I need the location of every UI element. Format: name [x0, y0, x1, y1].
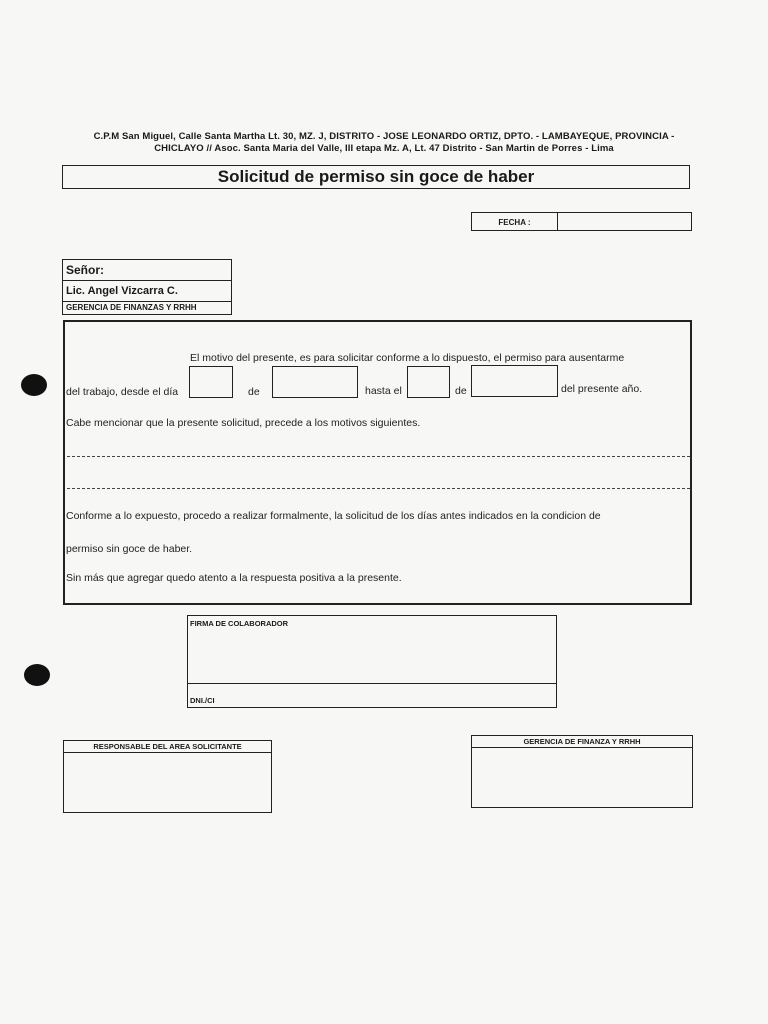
addressee-block: [62, 259, 232, 315]
intro-text: El motivo del presente, es para solicitar conforme a lo dispuesto, el permiso para ausentarme: [190, 352, 625, 364]
addressee-department: GERENCIA DE FINANZAS Y RRHH: [66, 303, 197, 312]
dni-divider: [188, 683, 556, 684]
from-day-label: del trabajo, desde el día: [66, 386, 179, 398]
until-day-input[interactable]: [407, 366, 450, 398]
until-label: hasta el: [365, 385, 402, 397]
conforme-line-1: Conforme a lo expuesto, procedo a realizar formalmente, la solicitud de los días antes indicados en la condicion de: [66, 510, 601, 522]
punch-hole-top: [21, 374, 47, 396]
header-address-line2: CHICLAYO // Asoc. Santa Maria del Valle, III etapa Mz. A, Lt. 47 Distrito - San Martin de Porres - Lima: [154, 143, 614, 154]
reason-line-1[interactable]: [67, 456, 690, 457]
dni-label: DNI./CI: [190, 696, 215, 705]
conforme-line-2: permiso sin goce de haber.: [66, 543, 193, 555]
finance-manager-label: GERENCIA DE FINANZA Y RRHH: [472, 736, 692, 748]
reasons-intro: Cabe mencionar que la presente solicitud, precede a los motivos siguientes.: [66, 417, 421, 429]
area-responsible-label: RESPONSABLE DEL AREA SOLICITANTE: [64, 741, 271, 753]
header-address-line1: C.P.M San Miguel, Calle Santa Martha Lt. 30, MZ. J, DISTRITO - JOSE LEONARDO ORTIZ, DPTO. - LAMBAYEQUE, PROVINCIA -: [93, 131, 675, 142]
salutation: Señor:: [63, 260, 231, 281]
de-label-1: de: [248, 386, 260, 398]
from-month-input[interactable]: [272, 366, 358, 398]
signature-box[interactable]: [187, 615, 557, 708]
de-label-2: de: [455, 385, 467, 397]
firma-label: FIRMA DE COLABORADOR: [190, 619, 289, 628]
fecha-field[interactable]: [471, 212, 692, 231]
reason-line-2[interactable]: [67, 488, 690, 489]
fecha-value[interactable]: [558, 213, 691, 230]
punch-hole-bottom: [24, 664, 50, 686]
from-day-input[interactable]: [189, 366, 233, 398]
request-body-box: [63, 320, 692, 605]
year-suffix: del presente año.: [561, 383, 643, 395]
area-responsible-box[interactable]: [63, 740, 272, 813]
until-month-input[interactable]: [471, 365, 558, 397]
fecha-label: FECHA :: [472, 213, 558, 230]
form-title: Solicitud de permiso sin goce de haber: [62, 165, 690, 189]
closing-text: Sin más que agregar quedo atento a la respuesta positiva a la presente.: [66, 572, 402, 584]
finance-manager-box[interactable]: [471, 735, 693, 808]
addressee-name: Lic. Angel Vizcarra C.: [63, 281, 231, 302]
